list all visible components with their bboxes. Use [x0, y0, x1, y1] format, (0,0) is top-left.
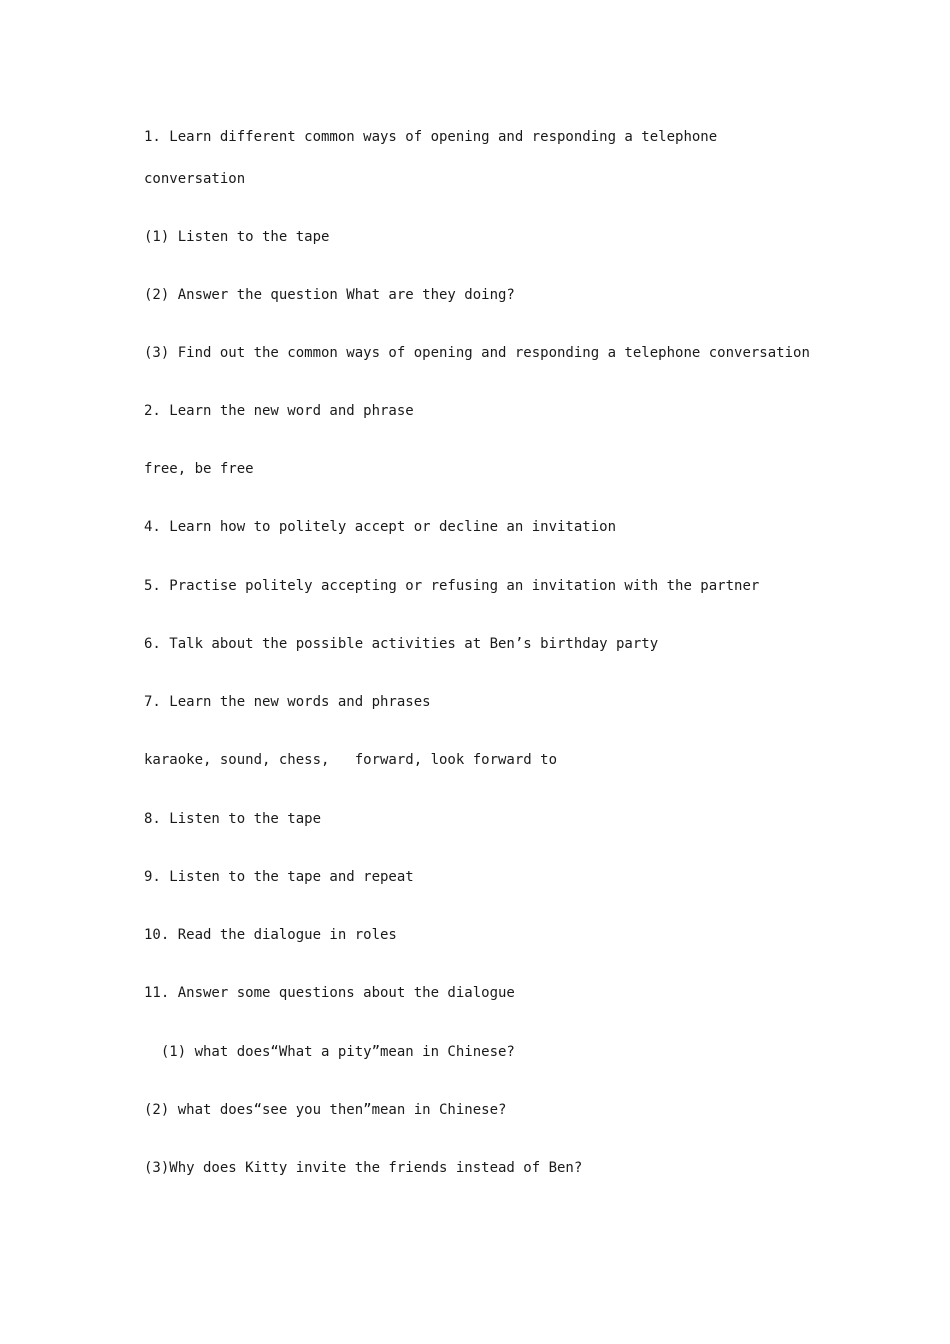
item-6-text: 6. Talk about the possible activities at Ben’s birthday party: [144, 636, 659, 652]
subitem-1-1: (1) Listen to the tape: [144, 229, 330, 245]
item-7-vocabulary: karaoke, sound, chess, forward, look forward to: [144, 752, 558, 768]
question-2: (2) what does“see you then”mean in Chinese?: [144, 1102, 507, 1118]
item-2-text: 2. Learn the new word and phrase: [144, 403, 414, 419]
item-5-text: 5. Practise politely accepting or refusing an invitation with the partner: [144, 578, 760, 594]
subitem-1-3: (3) Find out the common ways of opening and responding a telephone conversation: [144, 345, 810, 361]
item-7-text: 7. Learn the new words and phrases: [144, 694, 431, 710]
item-8-text: 8. Listen to the tape: [144, 811, 322, 827]
subitem-1-2: (2) Answer the question What are they doing?: [144, 287, 515, 303]
item-9-text: 9. Listen to the tape and repeat: [144, 869, 414, 885]
question-1: (1) what does“What a pity”mean in Chinese?: [144, 1044, 515, 1060]
item-1-text-continued: conversation: [144, 171, 246, 187]
item-1-text: 1. Learn different common ways of opening and responding a telephone: [144, 129, 718, 145]
question-3: (3)Why does Kitty invite the friends instead of Ben?: [144, 1160, 583, 1176]
item-2-vocabulary: free, be free: [144, 461, 254, 477]
item-11-text: 11. Answer some questions about the dialogue: [144, 985, 515, 1001]
item-4-text: 4. Learn how to politely accept or decline an invitation: [144, 519, 617, 535]
item-10-text: 10. Read the dialogue in roles: [144, 927, 397, 943]
